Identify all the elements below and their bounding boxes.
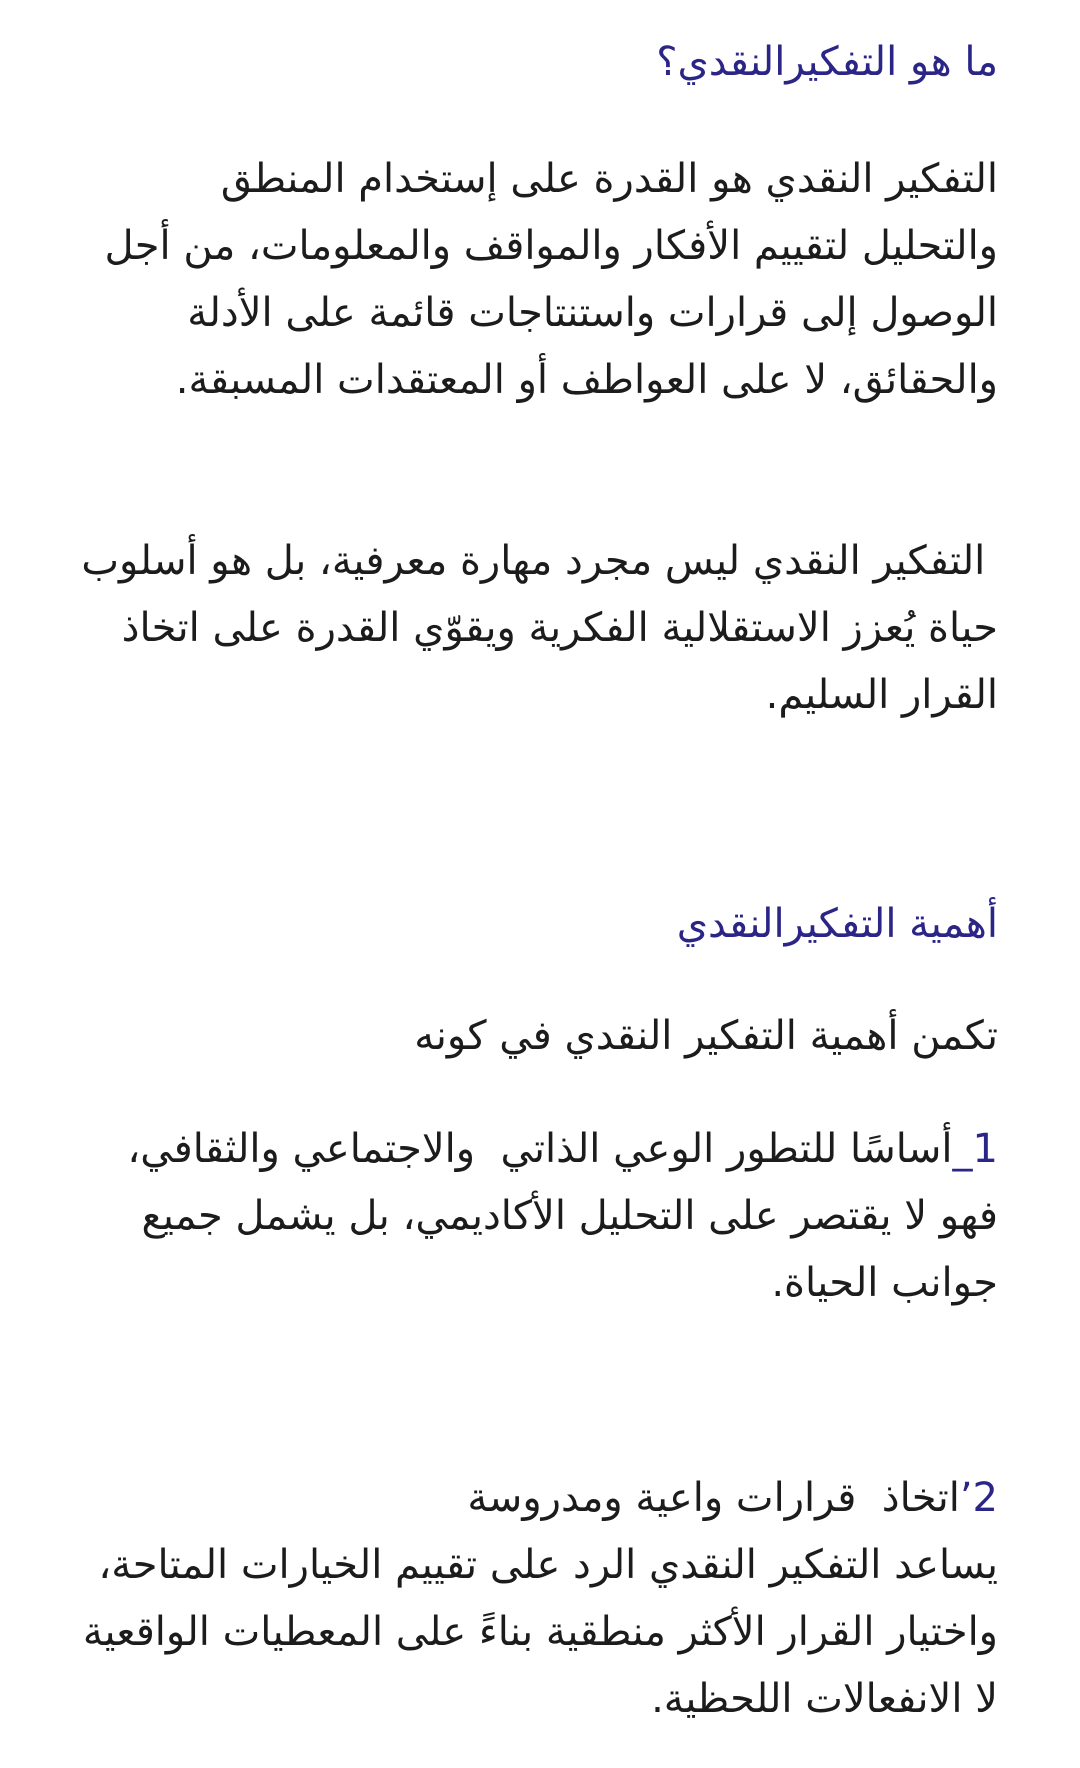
lifestyle-paragraph: التفكير النقدي ليس مجرد مهارة معرفية، بل هو أسلوب حياة يُعزز الاستقلالية الفكرية ويقوّي القدرة على اتخاذ القرار السليم. bbox=[68, 538, 998, 718]
point-1-number: 1_ bbox=[952, 1126, 998, 1172]
point-2-title: اتخاذ قرارات واعية ومدروسة bbox=[467, 1475, 960, 1521]
definition-paragraph: التفكير النقدي هو القدرة على إستخدام المنطق والتحليل لتقييم الأفكار والمواقف والمعلومات، من أجل الوصول إلى قرارات واستنتاجات قائمة على الأدلة والحقائق، لا على العواطف أو المعتقدات المسبقة. bbox=[91, 156, 998, 403]
importance-point-2 bbox=[58, 1465, 998, 1733]
importance-intro: تكمن أهمية التفكير النقدي في كونه bbox=[414, 1013, 998, 1059]
importance-point-1 bbox=[58, 1116, 998, 1317]
point-2-number: 2’ bbox=[959, 1475, 998, 1521]
section-heading-what-is-critical-thinking: ما هو التفكيرالنقدي؟ bbox=[656, 39, 998, 85]
point-2-text: يساعد التفكير النقدي الرد على تقييم الخيارات المتاحة، واختيار القرار الأكثر منطقية بناءً على المعطيات الواقعية لا الانفعالات اللحظية. bbox=[70, 1542, 998, 1722]
section-heading-importance: أهمية التفكيرالنقدي bbox=[676, 901, 998, 947]
point-1-text: أساسًا للتطور الوعي الذاتي والاجتماعي والثقافي، فهو لا يقتصر على التحليل الأكاديمي، بل يشمل جميع جوانب الحياة. bbox=[114, 1126, 998, 1306]
